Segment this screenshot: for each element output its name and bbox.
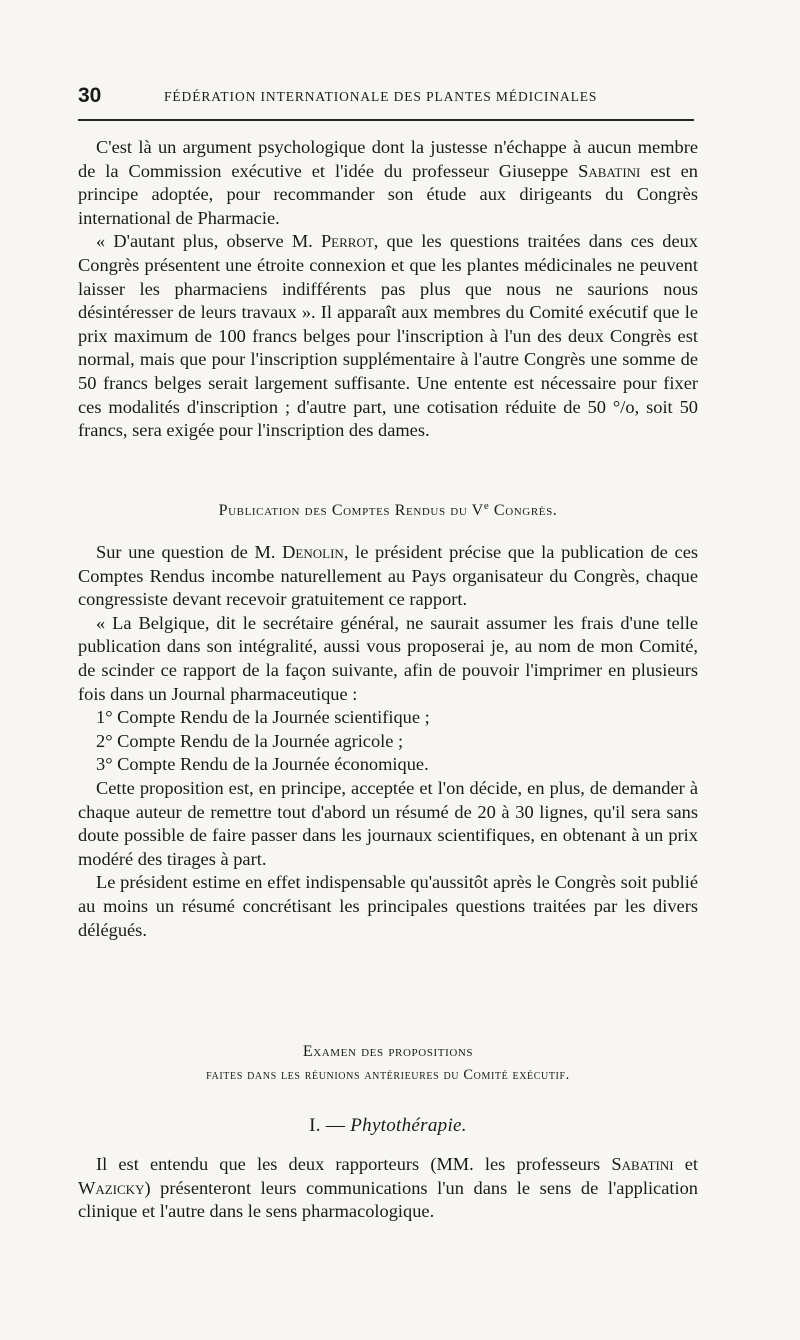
section-publication (78, 541, 698, 942)
section-heading-publication: Publication des Comptes Rendus du Ve Congrès. (218, 500, 558, 519)
section-inscription (78, 136, 698, 443)
paragraph-rapporteurs: Il est entendu que les deux rapporteurs (MM. les professeurs Sabatini et Wazicky) présenteront leurs communications l'un dans le sens de l'application clinique et l'autre dans le sens pharmacologique. (78, 1154, 698, 1222)
page-number: 30 (78, 84, 102, 107)
section-heading-examen: Examen des propositions faites dans les réunions antérieures du Comité exécutif. (206, 1043, 570, 1083)
list-item: 2° Compte Rendu de la Journée agricole ; (96, 730, 404, 751)
paragraph-proposition: Cette proposition est, en principe, acceptée et l'on décide, en plus, de demander à chaque auteur de remettre tout d'abord un résumé de 20 à 30 lignes, qu'il sera sans doute possible de faire passer dans les journaux scientifiques, en obtenant à un prix modéré des tirages à part. (78, 777, 698, 869)
paragraph-argument: C'est là un argument psychologique dont la justesse n'échappe à aucun membre de la Commission exécutive et l'idée du professeur Giuseppe Sabatini est en principe adoptée, pour recommander son étude aux dirigeants du Congrès international de Pharmacie. (78, 137, 699, 228)
section-phytotherapie (78, 1153, 698, 1224)
paragraph-president: Le président estime en effet indispensable qu'aussitôt après le Congrès soit publié au moins un résumé concrétisant les principales questions traitées par les divers délégués. (78, 872, 698, 940)
person-sabatini: Sabatini (611, 1154, 674, 1174)
person-sabatini: Sabatini (578, 160, 641, 181)
subheading-phytotherapie: I. — Phytothérapie. (309, 1115, 467, 1136)
paragraph-perrot: « D'autant plus, observe M. Perrot, que les questions traitées dans ces deux Congrès présentent une étroite connexion et que les plantes médicinales ne peuvent laisser les pharmaciens indifférents pas plus que nous ne saurions nous désintéresser de leurs travaux ». Il apparaît aux membres du Comité exécutif que le prix maximum de 100 francs belges pour l'inscription à l'un des deux Congrès est normal, mais que pour l'inscription supplémentaire à l'autre Congrès une somme de 50 francs belges serait largement suffisante. Une entente est nécessaire pour fixer ces modalités d'inscription ; d'autre part, une cotisation réduite de 50 °/o, soit 50 francs, sera exigée pour l'inscription des dames. (78, 231, 698, 441)
header-rule (78, 119, 694, 121)
person-perrot: Perrot (320, 231, 374, 252)
paragraph-denolin: Sur une question de M. Denolin, le président précise que la publication de ces Comptes Rendus incombe naturellement au Pays organisateur du Congrès, chaque congressiste devant recevoir gratuitement ce rapport. (78, 542, 699, 610)
list-item: 3° Compte Rendu de la Journée économique. (96, 754, 429, 775)
running-title: FÉDÉRATION INTERNATIONALE DES PLANTES MÉDICINALES (164, 89, 598, 104)
person-wazicky: Wazicky (78, 1177, 145, 1198)
person-denolin: Denolin (282, 542, 344, 562)
paragraph-belgique: « La Belgique, dit le secrétaire général, ne saurait assumer les frais d'une telle publication dans son intégralité, aussi vous proposerai je, au nom de mon Comité, de scinder ce rapport de la façon suivante, afin de pouvoir l'imprimer en plusieurs fois dans un Journal pharmaceutique : (78, 612, 698, 704)
list-item: 1° Compte Rendu de la Journée scientifique ; (96, 707, 430, 728)
page-header (76, 84, 700, 110)
